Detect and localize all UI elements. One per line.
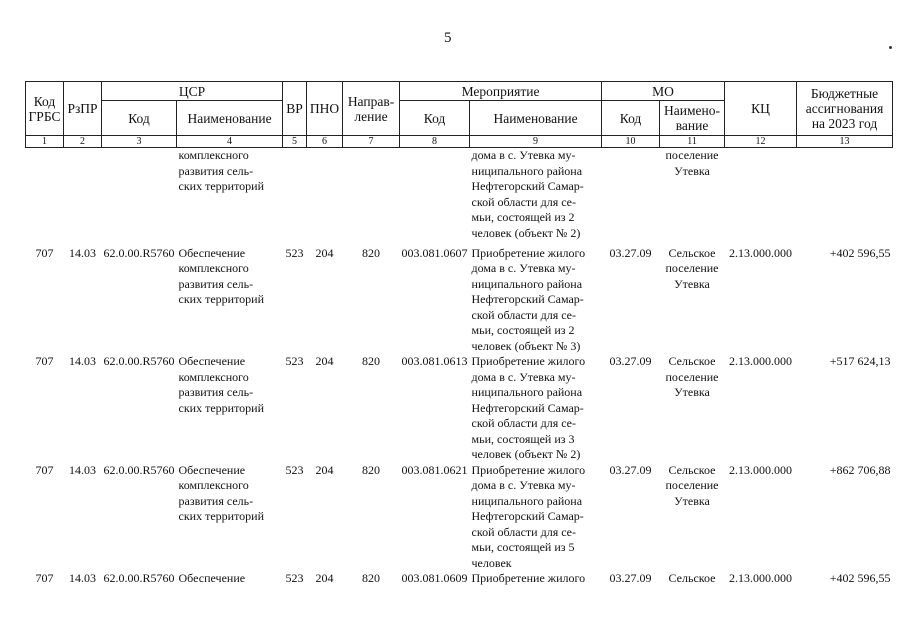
mo-code-cell: 03.27.09	[609, 571, 652, 585]
table-row	[26, 571, 893, 591]
column-number: 2	[64, 136, 102, 148]
kc-cell: 2.13.000.000	[729, 354, 793, 368]
direction-cell: 820	[362, 462, 381, 477]
mo-name-cell: Сельское поселение Утевка	[665, 245, 719, 291]
column-number: 6	[307, 136, 343, 148]
pno-cell: 204	[315, 245, 334, 260]
vr-cell: 523	[285, 354, 304, 368]
csr-name-cell: Обеспечение комплексного развития сель- ских территорий	[178, 245, 265, 306]
grbs-cell: 707	[35, 571, 54, 585]
column-number: 12	[725, 136, 797, 148]
column-number: 7	[343, 136, 400, 148]
measure-name-cell: Приобретение жилого дома в с. Утевка му- ниципального района Нефтегорский Самар- ской области для се- мьи, состоящей из 2 человек (объект № 3)	[471, 245, 586, 353]
header-kod-grbs: Код ГРБС	[26, 82, 64, 136]
direction-cell: 820	[362, 571, 381, 585]
amount-cell: +402 596,55	[829, 245, 891, 260]
mo-name-cell: поселение Утевка	[665, 148, 719, 178]
pno-cell: 204	[315, 571, 334, 585]
amount-cell: +402 596,55	[829, 571, 891, 585]
grbs-cell: 707	[35, 245, 54, 260]
rzpr-cell: 14.03	[69, 571, 96, 585]
rzpr-cell: 14.03	[69, 245, 96, 260]
mo-name-cell: Сельское поселение Утевка	[665, 462, 719, 508]
amount-cell: +862 706,88	[829, 462, 891, 477]
header-rzpr: РзПР	[64, 82, 102, 136]
table-body	[26, 148, 893, 592]
mo-code-cell: 03.27.09	[609, 245, 652, 260]
kc-cell: 2.13.000.000	[729, 571, 793, 585]
measure-code-cell: 003.081.0613	[401, 354, 468, 368]
rzpr-cell: 14.03	[69, 462, 96, 477]
measure-name-cell: Приобретение жилого дома в с. Утевка му- ниципального района Нефтегорский Самар- ской области для се- мьи, состоящей из 5 человек	[471, 462, 586, 570]
measure-code-cell: 003.081.0607	[401, 245, 468, 260]
column-number: 3	[102, 136, 177, 148]
grbs-cell: 707	[35, 354, 54, 368]
column-numbers-row	[26, 136, 893, 148]
column-number: 4	[177, 136, 283, 148]
measure-name-cell: Приобретение жилого дома в с. Утевка му- ниципального района Нефтегорский Самар- ской области для се- мьи, состоящей из 3 человек (объект № 2)	[471, 354, 586, 461]
csr-name-cell: комплексного развития сель- ских территорий	[178, 148, 265, 193]
kc-cell: 2.13.000.000	[729, 462, 793, 477]
csr-code-cell: 62.0.00.R5760	[103, 354, 175, 368]
csr-name-cell: Обеспечение комплексного развития сель- ских территорий	[178, 462, 265, 523]
amount-cell: +517 624,13	[829, 354, 891, 368]
mo-name-cell: Сельское поселение Утевка	[665, 354, 719, 399]
mo-code-cell: 03.27.09	[609, 462, 652, 477]
direction-cell: 820	[362, 354, 381, 368]
header-mo: МО	[602, 82, 725, 101]
header-budget: Бюджетные ассигнования на 2023 год	[797, 82, 893, 136]
table-row	[26, 246, 893, 355]
column-number: 8	[400, 136, 470, 148]
mo-code-cell: 03.27.09	[609, 354, 652, 368]
header-mo-name: Наимено- вание	[660, 101, 725, 136]
csr-code-cell: 62.0.00.R5760	[103, 462, 175, 477]
measure-name-cell: Приобретение жилого	[471, 571, 586, 585]
kc-cell: 2.13.000.000	[729, 245, 793, 260]
header-napravlenie: Направ- ление	[343, 82, 400, 136]
header-csr-name: Наименование	[177, 101, 283, 136]
pno-cell: 204	[315, 462, 334, 477]
header-meropriyatie: Мероприятие	[400, 82, 602, 101]
pno-cell: 204	[315, 354, 334, 368]
mo-name-cell: Сельское	[668, 571, 716, 585]
column-number: 11	[660, 136, 725, 148]
grbs-cell: 707	[35, 462, 54, 477]
column-number: 13	[797, 136, 893, 148]
csr-name-cell: Обеспечение	[178, 571, 246, 585]
scan-speck	[889, 46, 892, 49]
vr-cell: 523	[285, 245, 304, 260]
header-kc: КЦ	[725, 82, 797, 136]
header-vr: ВР	[283, 82, 307, 136]
direction-cell: 820	[362, 245, 381, 260]
page-number: 5	[444, 30, 452, 46]
header-mer-name: Наименование	[470, 101, 602, 136]
rzpr-cell: 14.03	[69, 354, 96, 368]
continuation-row	[26, 148, 893, 246]
csr-name-cell: Обеспечение комплексного развития сель- ских территорий	[178, 354, 265, 415]
header-csr-kod: Код	[102, 101, 177, 136]
measure-name-cell: дома в с. Утевка му- ниципального района Нефтегорский Самар- ской области для се- мьи, состоящей из 2 человек (объект № 2)	[471, 148, 584, 240]
vr-cell: 523	[285, 462, 304, 477]
table-header	[26, 82, 893, 148]
measure-code-cell: 003.081.0621	[401, 462, 468, 477]
table-row	[26, 463, 893, 572]
column-number: 1	[26, 136, 64, 148]
column-number: 5	[283, 136, 307, 148]
header-mo-kod: Код	[602, 101, 660, 136]
vr-cell: 523	[285, 571, 304, 585]
column-number: 10	[602, 136, 660, 148]
measure-code-cell: 003.081.0609	[401, 571, 468, 585]
table-row	[26, 354, 893, 463]
csr-code-cell: 62.0.00.R5760	[103, 245, 175, 260]
column-number: 9	[470, 136, 602, 148]
budget-table	[25, 81, 893, 591]
csr-code-cell: 62.0.00.R5760	[103, 571, 175, 585]
header-csr: ЦСР	[102, 82, 283, 101]
header-mer-kod: Код	[400, 101, 470, 136]
header-pno: ПНО	[307, 82, 343, 136]
